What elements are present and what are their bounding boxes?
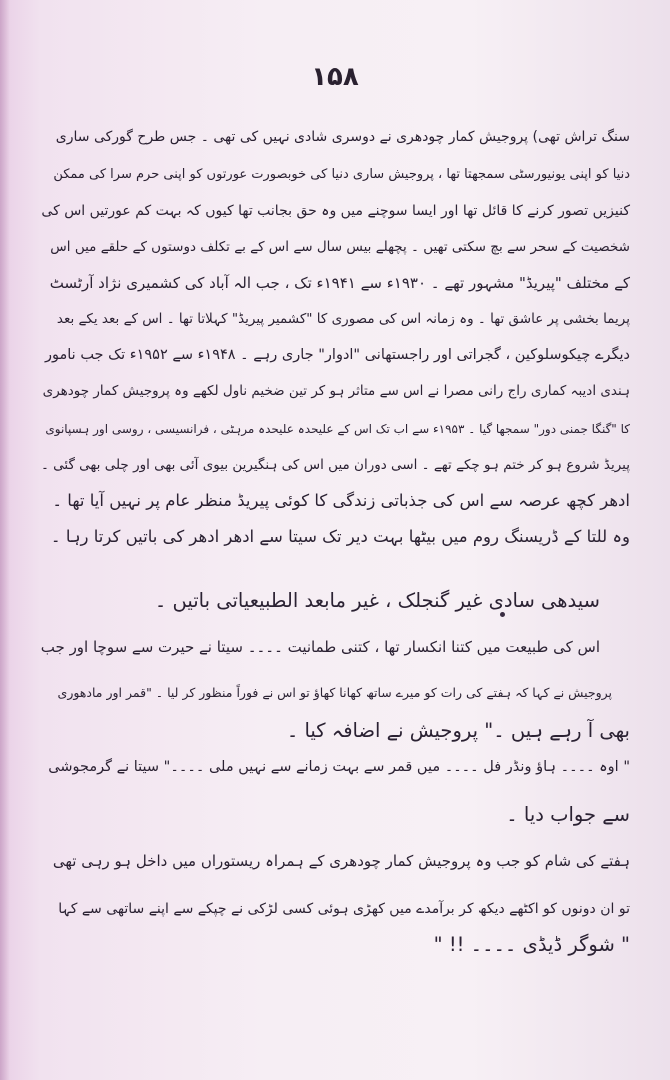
text-line: سیدھی سادی غیر گنجلک ، غیر مابعد الطبیعیاتی باتیں ۔ [154,589,600,612]
page-number: ۱۵۸ [311,62,359,92]
text-line: پروجیش نے کہا کہ ہفتے کی رات کو میرے ساتھ کھانا کھاؤ تو اس نے فوراً منظور کر لیا ۔ "قمر اور مادھوری [57,685,612,700]
text-line: کا "گنگا جمنی دور" سمجھا گیا ۔ ۱۹۵۳ء سے اب تک اس کے علیحدہ علیحدہ مرہٹی ، فرانسیسی ، روسی اور ہسپانوی [45,422,630,436]
text-line: اس کی طبیعت میں کتنا انکسار تھا ، کتنی طمانیت ۔۔۔۔ سیتا نے حیرت سے سوچا اور جب [40,638,600,656]
text-line: ہندی ادیبہ کماری راج رانی مصرا نے اس سے متاثر ہو کر تین ضخیم ناول لکھے وہ پروجیش کمار چودھری [42,383,630,399]
text-line: تو ان دونوں کو اکٹھے دیکھ کر برآمدے میں کھڑی ہوئی کسی لڑکی نے چپکے سے اپنے ساتھی سے کہا [58,901,630,917]
text-line: پیریڈ شروع ہو کر ختم ہو چکے تھے ۔ اسی دوران میں اس کی ہنگیرین بیوی آئی بھی اور چلی بھی گئی ۔ [40,457,630,473]
ink-dot [500,612,505,617]
text-line: سے جواب دیا ۔ [506,803,630,826]
text-line: بھی آ رہے ہیں ۔" پروجیش نے اضافہ کیا ۔ [286,719,630,742]
scan-edge-shadow [0,0,10,1080]
text-line: کنیزیں تصور کرنے کا قائل تھا اور ایسا سوچنے میں وہ حق بجانب تھا کیوں کہ بہت کم عورتیں اس کی [41,203,630,219]
text-line: ہفتے کی شام کو جب وہ پروجیش کمار چودھری کے ہمراہ ریستوراں میں داخل ہو رہی تھی [52,852,630,870]
text-line: شخصیت کے سحر سے بچ سکتی تھیں ۔ پچھلے بیس سال سے اس کے بے تکلف دوستوں کے حلقے میں اس [50,239,630,255]
text-line: کے مختلف "پیریڈ" مشہور تھے ۔ ۱۹۳۰ء سے ۱۹۴۱ء تک ، جب الہ آباد کی کشمیری نژاد آرٹسٹ [49,274,630,292]
text-line: دنیا کو اپنی یونیورسٹی سمجھتا تھا ، پروجیش ساری دنیا کی خوبصورت عورتوں کو اپنی حرم سرا کی ممکن [53,167,630,182]
text-line: وہ للتا کے ڈریسنگ روم میں بیٹھا بہت دیر تک سیتا سے ادھر ادھر کی باتیں کرتا رہا ۔ [50,527,630,546]
text-line: سنگ تراش تھی) پروجیش کمار چودھری نے دوسری شادی نہیں کی تھی ۔ جس طرح گورکی ساری [55,129,630,145]
text-line: ادھر کچھ عرصہ سے اس کی جذباتی زندگی کا کوئی پیریڈ منظر عام پر نہیں آیا تھا ۔ [52,491,630,510]
text-line: " اوہ ۔۔۔۔ ہاؤ ونڈر فل ۔۔۔۔ میں قمر سے بہت زمانے سے نہیں ملی ۔۔۔۔" سیتا نے گرمجوشی [48,759,630,775]
text-line: پریما بخشی پر عاشق تھا ۔ وہ زمانہ اس کی مصوری کا "کشمیر پیریڈ" کہلاتا تھا ۔ اس کے بعد یکے بعد [56,311,630,327]
text-line: " شوگر ڈیڈی ۔۔۔۔ !! " [433,933,630,956]
text-line: دیگرے چیکوسلوکین ، گجراتی اور راجستھانی "ادوار" جاری رہے ۔ ۱۹۴۸ء سے ۱۹۵۲ء تک جب نامور [45,347,630,363]
